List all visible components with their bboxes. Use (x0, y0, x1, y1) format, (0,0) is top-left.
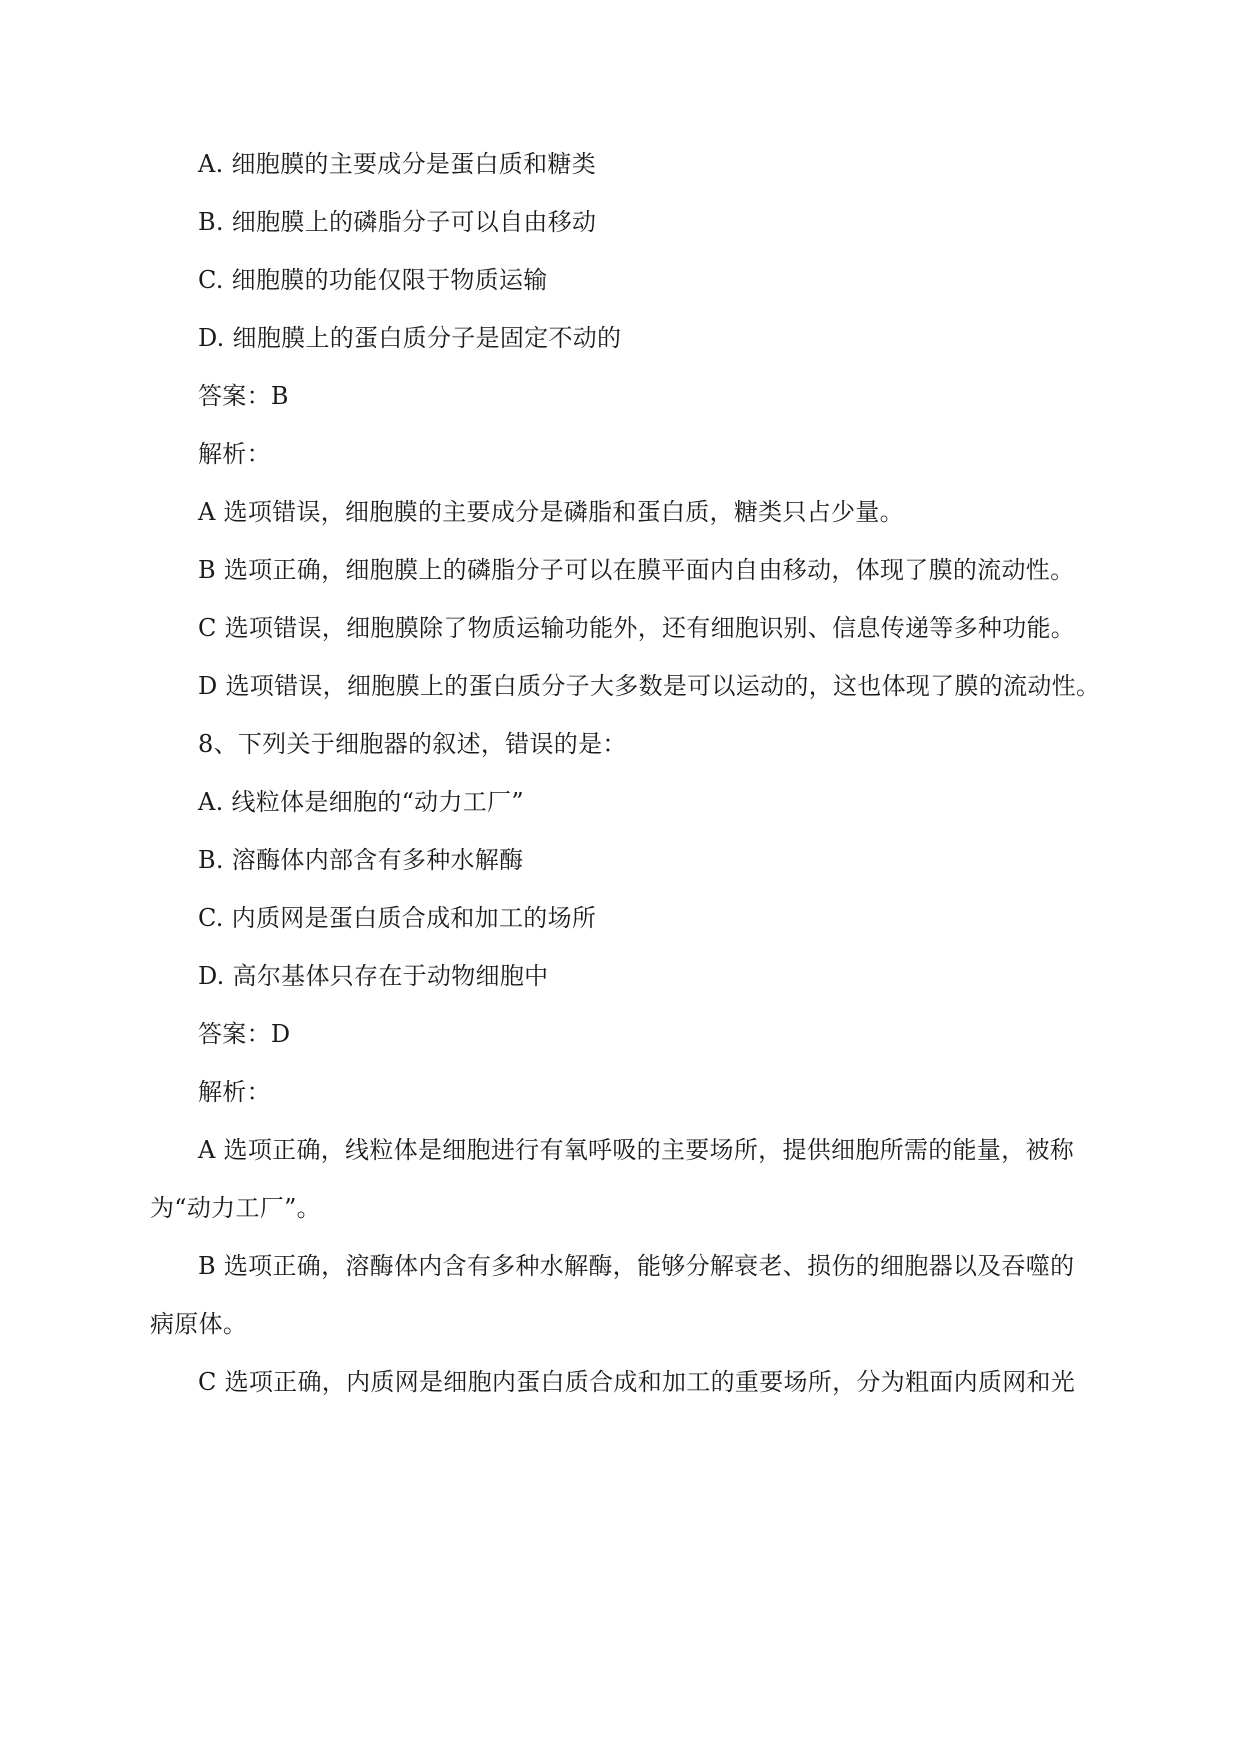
q8-analysis-c-line1: C 选项正确，内质网是细胞内蛋白质合成和加工的重要场所，分为粗面内质网和光 (198, 1368, 1076, 1396)
q7-analysis-label: 解析： (198, 440, 271, 468)
q7-analysis-a: A 选项错误，细胞膜的主要成分是磷脂和蛋白质，糖类只占少量。 (198, 498, 904, 526)
q7-option-c: C. 细胞膜的功能仅限于物质运输 (198, 266, 548, 294)
q7-option-b: B. 细胞膜上的磷脂分子可以自由移动 (198, 208, 597, 236)
q8-stem: 8、下列关于细胞器的叙述，错误的是： (198, 730, 627, 758)
q8-analysis-a-line2: 为“动力工厂”。 (150, 1194, 321, 1222)
q8-option-b: B. 溶酶体内部含有多种水解酶 (198, 846, 524, 874)
q7-option-d: D. 细胞膜上的蛋白质分子是固定不动的 (198, 324, 622, 352)
q8-option-a: A. 线粒体是细胞的“动力工厂” (198, 788, 524, 816)
q8-analysis-b-line1: B 选项正确，溶酶体内含有多种水解酶，能够分解衰老、损伤的细胞器以及吞噬的 (198, 1252, 1075, 1280)
q8-answer: 答案：D (198, 1020, 291, 1048)
q8-option-c: C. 内质网是蛋白质合成和加工的场所 (198, 904, 597, 932)
q8-analysis-a-line1: A 选项正确，线粒体是细胞进行有氧呼吸的主要场所，提供细胞所需的能量，被称 (198, 1136, 1075, 1164)
q8-analysis-b-line2: 病原体。 (150, 1310, 248, 1338)
q7-analysis-d: D 选项错误，细胞膜上的蛋白质分子大多数是可以运动的，这也体现了膜的流动性。 (198, 672, 1101, 700)
q7-option-a: A. 细胞膜的主要成分是蛋白质和糖类 (198, 150, 596, 178)
q8-option-d: D. 高尔基体只存在于动物细胞中 (198, 962, 549, 990)
q7-analysis-b: B 选项正确，细胞膜上的磷脂分子可以在膜平面内自由移动，体现了膜的流动性。 (198, 556, 1075, 584)
q7-analysis-c: C 选项错误，细胞膜除了物质运输功能外，还有细胞识别、信息传递等多种功能。 (198, 614, 1076, 642)
q8-analysis-label: 解析： (198, 1078, 271, 1106)
q7-answer: 答案：B (198, 382, 289, 410)
